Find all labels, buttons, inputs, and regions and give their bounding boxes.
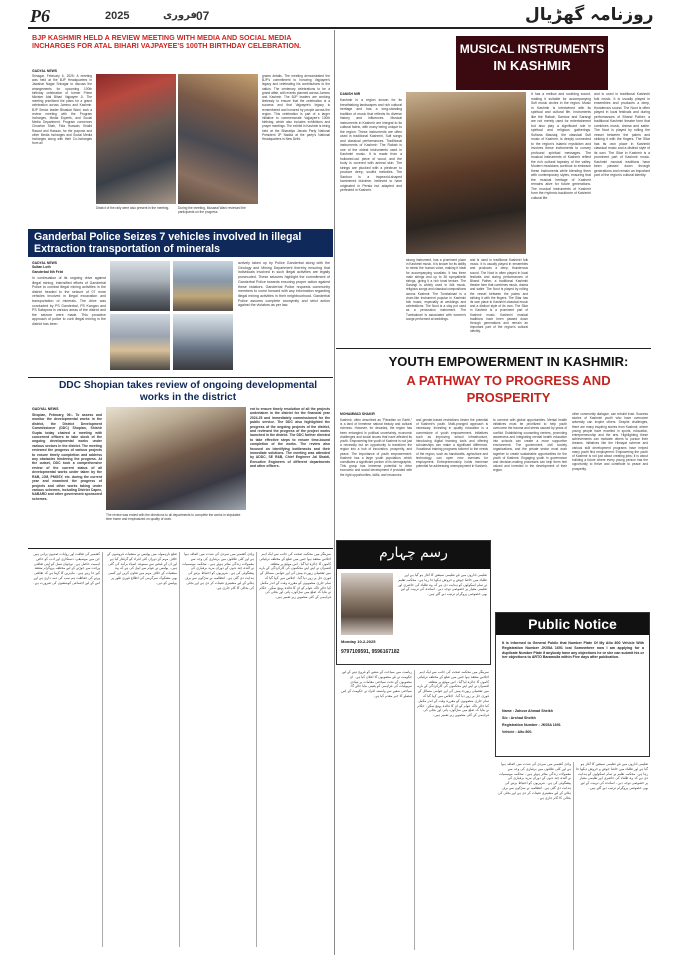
urdu-right-col-2: سرینگر میں محکمہ صحت کی جانب سے ایک اہم اجلاس منعقد ہوا جس میں ضلع کے مختلف ترقیاتی کاموں کا جائزہ لیا گیا۔ اس موقع پر متعلقہ افسران نے اپنے اپنے محکموں کی کارکردگی کے بارے میں تفصیلی رپورٹ پیش کی اور عوامی مسائل کے فوری حل پر زور دیا گیا۔ اجلاس میں کہا گیا کہ تمام جاری منصوبوں کو مقررہ وقت کے اندر مکمل کیا جائے تاکہ عوام کو ان کا فائدہ پہنچ سکے۔ حکام نے بتایا کہ ضلع میں سڑکوں، پانی اور بجلی کی فراہمی کے کئی منصوبے زیر تعمیر ہیں۔: [417, 670, 489, 718]
public-notice-name: Name : Zahoor Ahmad Sheikh: [502, 709, 553, 713]
urdu-divider-1: [102, 552, 103, 947]
public-notice-reg: Registration Number : JK05A 1691: [502, 723, 561, 727]
ganderbal-article: [28, 229, 333, 374]
youth-col1: Kashmir, often described as "Paradise on Earth," is a land of immense natural beauty and cultural richness. However, for decades, the region has been entangled in political uncertainty, economic challenges and social issues that have affected its youth. Empowering the youth of Kashmir is not just a necessity but an opportunity to transform the region into a hub of innovation, prosperity, and peace. The importance of youth empowerment: Kashmir has a large youth population, which constitutes a significant portion of its demographic. This group has immense potential to drive economic and social development if provided with the right opportunities, skills, and resources.: [340, 418, 412, 477]
urdu-ad-date: Monday 10-2-2025: [341, 639, 376, 644]
bjp-caption-right: During the meeting, Musaeal Wani reviewed the participants on the progress.: [178, 206, 246, 214]
page-number: P6: [30, 6, 50, 26]
youth-headline-2: A PATHWAY TO PROGRESS AND: [406, 373, 611, 388]
urdu-top-rule: [28, 548, 333, 549]
urdu-divider-3: [256, 552, 257, 947]
ganderbal-col1: In continuation of its ongoing drive against illegal mining, intensified efforts of Ganderbal Police to combat illegal mining activities in the district headed to the seizure of 07 more vehicles involved in illegal excavation and transportation of minerals. The drive was conducted by PS Ganderbal, PS Kangan and PS Safapora in various areas of the district and the seizure were made. This proactive approach of police to curb illegal mining in the district has been: [32, 276, 106, 326]
urdu-right-divider: [414, 670, 415, 950]
youth-col3: to connect with global opportunities. Mental health initiatives must be prioritized to help youth overcome the trauma and stress caused by years of conflict. Establishing counseling centers, promoting awareness and integrating mental health education into schools can create a more supportive environment. The government, civil society organizations, and the private sector must work together to create sustainable opportunities for the youth of Kashmir. Engaging youth in governance and decision-making processes can help them feel valued and invested in the development of their region.: [493, 418, 567, 473]
music-article: [336, 32, 651, 347]
ganderbal-photo-1: [110, 261, 170, 311]
urdu-col-3: وادی کشمیر میں سردی کی شدت میں اضافہ ہوا ہے اور کئی علاقوں میں برفباری کی وجہ سے معمولات زندگی متاثر ہوئے ہیں۔ محکمہ موسمیات نے آئندہ چند دنوں کے دوران مزید برفباری کی پیشگوئی کی ہے۔ شہریوں کو احتیاط برتنے کی ہدایت دی گئی ہے۔ انتظامیہ نے سڑکوں سے برف ہٹانے کے لیے مشینری تعینات کر دی ہے اور بجلی کی بحالی کا کام جاری ہے۔: [182, 552, 254, 590]
ganderbal-photo-2: [173, 261, 233, 311]
ddc-top-rule: [28, 377, 333, 378]
youth-headline-3: PROSPERITY: [466, 390, 551, 405]
urdu-col-2: ضلع بارہمولہ میں پولیس نے منشیات فروشوں کے خلاف مہم کے دوران کئی افراد کو گرفتار کیا ہے اور ان کے قبضے سے ممنوعہ اشیاء برآمد کی گئی ہیں۔ پولیس نے عوام سے اپیل کی ہے کہ وہ منشیات کے خلاف مہم میں تعاون کریں اور کسی بھی مشکوک سرگرمی کی اطلاع فوری طور پر پولیس کو دیں۔: [106, 552, 177, 585]
ganderbal-headline: Ganderbal Police Seizes 7 vehicles involved In illegal Extraction transportation of minerals: [34, 231, 302, 255]
public-notice-vehicle: Vehicle : Alto 800.: [502, 730, 533, 734]
music-photo: [406, 92, 526, 254]
ddc-article: [28, 377, 333, 547]
urdu-divider-2: [179, 552, 180, 947]
youth-top-rule: [336, 348, 651, 349]
music-col1: Kashmir is a region known for its breathtaking landscapes and rich cultural heritage and has a long-standing tradition of music that reflects its diverse history and influences. Musical instruments in Kashmir are integral to its cultural fabric, with many being unique to the region. These instruments are often used in traditional Kashmiri, Sufi songs and classical performances. Traditional instruments of Kashmir: The Rabab is one of the oldest instruments used in Kashmiri music. It is made from a hollowed-out piece of wood, and the body is covered with animal skin. The strings are plucked with a plectrum to produce deep, soulful melodies. The Santoor is a trapezoid-shaped hammered dulcimer, believed to have originated in Persia but adapted and perfected in Kashmir.: [340, 98, 402, 192]
ddc-headline: DDC Shopian takes review of ongoing developmental works in the district: [58, 380, 318, 403]
youth-headline-1: YOUTH EMPOWERMENT IN KASHMIR:: [388, 354, 629, 369]
urdu-far-right-divider: [573, 762, 574, 950]
music-byline: DANISH MIR: [340, 92, 361, 96]
urdu-far-right-col-1: وادی کشمیر میں سردی کی شدت میں اضافہ ہوا ہے اور کئی علاقوں میں برفباری کی وجہ سے معمولات زندگی متاثر ہوئے ہیں۔ محکمہ موسمیات نے آئندہ چند دنوں کے دوران مزید برفباری کی پیشگوئی کی ہے۔ شہریوں کو احتیاط برتنے کی ہدایت دی گئی ہے۔ انتظامیہ نے سڑکوں سے برف ہٹانے کے لیے مشینری تعینات کر دی ہے اور بجلی کی بحالی کا کام جاری ہے۔: [497, 762, 571, 800]
center-column-rule: [334, 30, 335, 955]
urdu-col-1: کشمیر کی ثقافت اور روایات صدیوں پرانی ہیں جن میں موسیقی، دستکاری اور ادب کو خاص اہمیت حاصل ہے۔ نوجوان نسل کو اپنی ثقافتی وراثت سے جوڑنے کے لیے مختلف پروگرام منعقد کیے جا رہے ہیں۔ ماہرین کا کہنا ہے کہ ثقافتی ورثے کی حفاظت ہم سب کی ذمہ داری ہے اور اس کے لیے اجتماعی کوششوں کی ضرورت ہے۔: [32, 552, 100, 585]
bjp-col1: Srinagar, February 6, 2025: A meeting was held at the BJP Headquarters in Jawahar Nagar Srinagar to discuss the arrangements for upcoming 100th birthday celebration of former Prime Minister Atal Bihari Vajpayee Ji. The meeting prioritized the plans for a grand celebration across Jammu and Kashmir. BJP Senior leader Bhaskar Wani, took a review meeting with the Program Incharges, Media Experts, and Social Media Department. Program convenors Chowhar Shah, Fida Hussain, Khalid Rasool and Hassan, for the purpose and other Media Incharges and Social Media Incharges along with their Co-Incharges from all: [32, 74, 92, 146]
paper-name: روزنامہ گھڑیال: [525, 5, 654, 25]
youth-byline: MOHAMMAD SHAKIR: [340, 412, 375, 416]
urdu-ad-title: رسم چہارم: [379, 545, 448, 561]
urdu-ad-portrait: [341, 573, 393, 635]
music-headline-1: MUSICAL INSTRUMENTS: [459, 42, 605, 56]
bjp-article: [28, 32, 333, 227]
ganderbal-byline: GADYAL NEWS Sultan Loth Ganderbal 6th Febt: [32, 261, 63, 274]
ddc-photo: [106, 407, 246, 510]
urdu-right-col-1: ریاست میں سیاحت کے شعبے کو فروغ دینے کے لیے حکومت نے نئے منصوبوں کا اعلان کیا ہے۔ ان منصوبوں کے تحت سیاحتی مقامات پر بنیادی سہولیات کی فراہمی کو یقینی بنایا جائے گا۔ سیاحتی شعبے سے وابستہ افراد نے حکومت کے اس فیصلے کا خیر مقدم کیا ہے۔: [341, 670, 412, 698]
ganderbal-col2: actively taken up by Police Ganderbal along with the Geology and Mining Department thereby ensuring that individuals involved in such illegal activities are legally prosecuted. These seizures highlight the commitment of Ganderbal Police towards ensuring proper action against these violators. Ganderbal Police requests community members to come forward with any information regarding illegal mining activities in their neighbourhood. Ganderbal Police assures complete anonymity and strict action against the violators as per law.: [238, 261, 330, 308]
music-col3: and is used in traditional Kashmiri folk music. It is usually played in ensembles and produces a deep, thunderous sound. The Noot is often played in local festivals and during performances of Bhand Pather, a traditional Kashmiri theatre form that combines music, drama and satire. The Noot is played by rolling the vessel between the palms and striking it with the fingers. The Sitar has its own place in Kashmiri classical music and a distinct style of its own. The Sitar in Kashmir is a prominent part of Kashmir music. Kashmiri musical traditions have been passed down through generations and remain an important part of the region's cultural identity.: [470, 258, 528, 334]
date-month: فروری: [163, 10, 197, 21]
ddc-col2: ent to ensure timely resolution of all the projects undertaken in the district for the financial year 2024-25 and immediately commissioned for the public service. The DDC also highlighted the progress of the ongoing projects of the district, and reviewed the progress of the project works launched in the district. The DDC further directed to take effective steps to ensure time-bound completion of the works. The review also focused on identifying bottlenecks and their immediate solutions. The meeting was attended by ADDC, SE R&B, Chief Engineer Jal Shakti, Executive Engineers of different departments and other officers.: [250, 407, 330, 469]
bjp-headline: BJP KASHMIR HELD A REVIEW MEETING WITH MEDIA AND SOCIAL MEDIA INCHARGES FOR ATAL BIHARI VAJPAYEE'S 100TH BIRTHDAY CELEBRATION.: [32, 33, 302, 51]
urdu-ad: [336, 540, 491, 665]
urdu-ad-text: تعلیمی اداروں میں نئے تعلیمی سیشن کا آغاز ہو گیا ہے اور طلباء میں خاصا جوش و خروش دیکھا جا رہا ہے۔ محکمہ تعلیم نے تمام اسکولوں کو ہدایت دی ہے کہ وہ طلباء کی حاضری اور تعلیمی معیار پر خصوصی توجہ دیں۔ اساتذہ کی تربیت کے لیے بھی خصوصی پروگرام ترتیب دیے گئے ہیں۔: [398, 573, 487, 597]
music-headline-box: [456, 36, 608, 90]
youth-col4: other community dialogue, can rebuild trust. Success stories of Kashmiri youth who have overcome adversity can inspire others. Despite challenges, there are many inspiring stories from Kashmir, where young people have excelled in sports, education, entrepreneurship and the arts. Highlighting these achievements can motivate others to pursue their dreams. Initiatives like the Himayat scheme and various skill development programs have helped many youth find employment. Empowering the youth of Kashmir is not just about creating jobs; it is about building a future where every young person has the opportunity to thrive and contribute to peace and prosperity.: [572, 412, 648, 471]
music-col4: It has a mellow and soothing sound, making it suitable for accompanying Sufi music circles in the region. Music in Kashmir is intertwined with its spiritual and cultural life. Instruments like the Rabab, Santoor and Sarangi are not merely used for entertainment but also play a significant role in spiritual and religious gatherings. Sufiana Mausiqi, the classical Sufi music of Kashmir, is deeply connected to the region's Islamic mysticism and involves these instruments to convey profound spiritual messages. The musical instruments of Kashmir reflect the rich cultural tapestry of the valley. Modern musicians continue to embrace these instruments while blending them with contemporary styles, ensuring that the musical heritage of Kashmir remains alive for future generations. The musical instruments of Kashmir form the rhythmic backbone of Kashmiri cultural life.: [531, 92, 591, 200]
date-day: 07: [196, 9, 210, 23]
public-notice-title: Public Notice: [528, 616, 617, 632]
date-year: 2025: [105, 10, 130, 22]
urdu-right-section: [336, 668, 491, 953]
bjp-byline: GADYAL NEWS: [32, 69, 58, 73]
urdu-far-right-section: [495, 760, 650, 953]
ganderbal-photo-3: [110, 314, 170, 370]
urdu-far-right-col-2: تعلیمی اداروں میں نئے تعلیمی سیشن کا آغاز ہو گیا ہے اور طلباء میں خاصا جوش و خروش دیکھا جا رہا ہے۔ محکمہ تعلیم نے تمام اسکولوں کو ہدایت دی ہے کہ وہ طلباء کی حاضری اور تعلیمی معیار پر خصوصی توجہ دیں۔ اساتذہ کی تربیت کے لیے بھی خصوصی پروگرام ترتیب دیے گئے ہیں۔: [576, 762, 648, 790]
bjp-photo-right: [178, 74, 258, 204]
music-headline-2: IN KASHMIR: [493, 58, 571, 73]
urdu-ad-phone: 9797109591, 9596167182: [341, 649, 400, 655]
bjp-col2: grams details. The meeting demonstrated the BJP's commitment to honoring Vajpayee's legacy and celebrating his contributions to the nation. The centenary celebrations to be a grand affair, with events planned across Jammu and Kashmir. The BJP leaders are working tirelessly to ensure that the celebration is a success and that Vajpayee's legacy is remembered and honored by people across the region. This celebration is part of a larger initiative to commemorate Vajpayee's 100th birthday, which also includes exhibitions and prayer meetings. The exhibit in Kashmir is being held at the Bharatiya Janata Party National President JP Nadda at the party's National Headquarters in New Delhi.: [262, 74, 330, 142]
music-col5: and is used in traditional Kashmiri folk music. It is usually played in ensembles and produces a deep, thunderous sound. The Noot is often played in local festivals and during performances of Bhand Pather, a traditional Kashmiri theatre form that combines music, drama and satire. The Noot is played by rolling the vessel between the palms and striking it with the fingers. The Sitar has its own place in Kashmiri classical music and a distinct style of its own. The Sitar in Kashmir is a prominent part of Kashmir music. Kashmiri musical traditions have been passed down through generations and remain an important part of the region's cultural identity.: [594, 92, 650, 177]
masthead: [0, 0, 680, 30]
ddc-col1: Shopian, February, 06:- To assess and monitor the developmental works in the district, the District Development Commissioner (DDC) Shopian, Shishir Gupta today chaired a meeting with concerned officers to take stock of the ongoing developmental works under various sectors in the district. The meeting reviewed the progress of various projects to ensure timely completion and address any obstacles hindering the progress. At the outset, DDC took a comprehensive review of the current status of all developmental works under taken by the R&B, JJM, PMGSY, etc. during the current year and examined the progress of projects and other works taking under various schemes, including District Capex, NABARD and other government sponsored schemes.: [32, 413, 102, 501]
public-notice-father: S/o : Arshad Sheikh: [502, 716, 536, 720]
bjp-photo-left: [96, 74, 176, 204]
urdu-col-4: سرینگر میں محکمہ صحت کی جانب سے ایک اہم اجلاس منعقد ہوا جس میں ضلع کے مختلف ترقیاتی کاموں کا جائزہ لیا گیا۔ اس موقع پر متعلقہ افسران نے اپنے اپنے محکموں کی کارکردگی کے بارے میں تفصیلی رپورٹ پیش کی اور عوامی مسائل کے فوری حل پر زور دیا گیا۔ اجلاس میں کہا گیا کہ تمام جاری منصوبوں کو مقررہ وقت کے اندر مکمل کیا جائے تاکہ عوام کو ان کا فائدہ پہنچ سکے۔ حکام نے بتایا کہ ضلع میں سڑکوں، پانی اور بجلی کی فراہمی کے کئی منصوبے زیر تعمیر ہیں۔: [259, 552, 331, 600]
public-notice-title-box: [496, 613, 649, 635]
masthead-rule: [28, 27, 651, 29]
urdu-ad-title-box: [337, 541, 490, 569]
ddc-caption: The review was ended with the directions to all departments to complete the works in stipulated time frame and emphasized on quality of work.: [106, 513, 241, 521]
ganderbal-photo-4: [173, 314, 233, 370]
ddc-byline: GADYAL NEWS: [32, 407, 59, 411]
music-col2: strong instrument, has a prominent place in Kashmiri music. It is known for its ability to mimic the human voice, making it ideal for accompanying vocalists. It has three main strings and up to 36 sympathetic strings, giving it a rich tonal texture. The Sarangi is widely used in folk music, religious songs and classical compositions across Kashmir. The Tumbaknari is a drum-like instrument popular in Kashmiri folk music, especially at weddings and celebrations. The Noot is a clay pot used as a percussion instrument. The Tumbaknari is associated with women's songs performed at weddings.: [406, 258, 466, 321]
youth-col2: and gender-based restrictions hinder the potential of Kashmir's youth. Multi-pronged approach is necessary. Investing in quality education is a cornerstone of youth empowerment. Initiatives such as improving school infrastructure, introducing digital learning tools and offering scholarships can make a significant difference. Vocational training programs tailored to the needs of the region, such as handicrafts, agriculture and technology, can open new avenues for employment. Entrepreneurship holds immense potential for addressing unemployment in Kashmir.: [416, 418, 488, 469]
bjp-caption-left: District of the rally were also present in the meeting.: [96, 206, 170, 210]
urdu-section: [28, 548, 333, 953]
ganderbal-headline-box: [28, 229, 333, 257]
public-notice: [495, 612, 650, 757]
public-notice-body: It is informed to General Public that Number Plate Of My Alto 800 Vehicle With Registration Number JK05A 1691 lost Somewhere now I am applying for a duplicate Number Plate if anybody have any objections he or she can submit his or her objections to ARTO Baramulla within Five days after publication.: [502, 641, 644, 660]
